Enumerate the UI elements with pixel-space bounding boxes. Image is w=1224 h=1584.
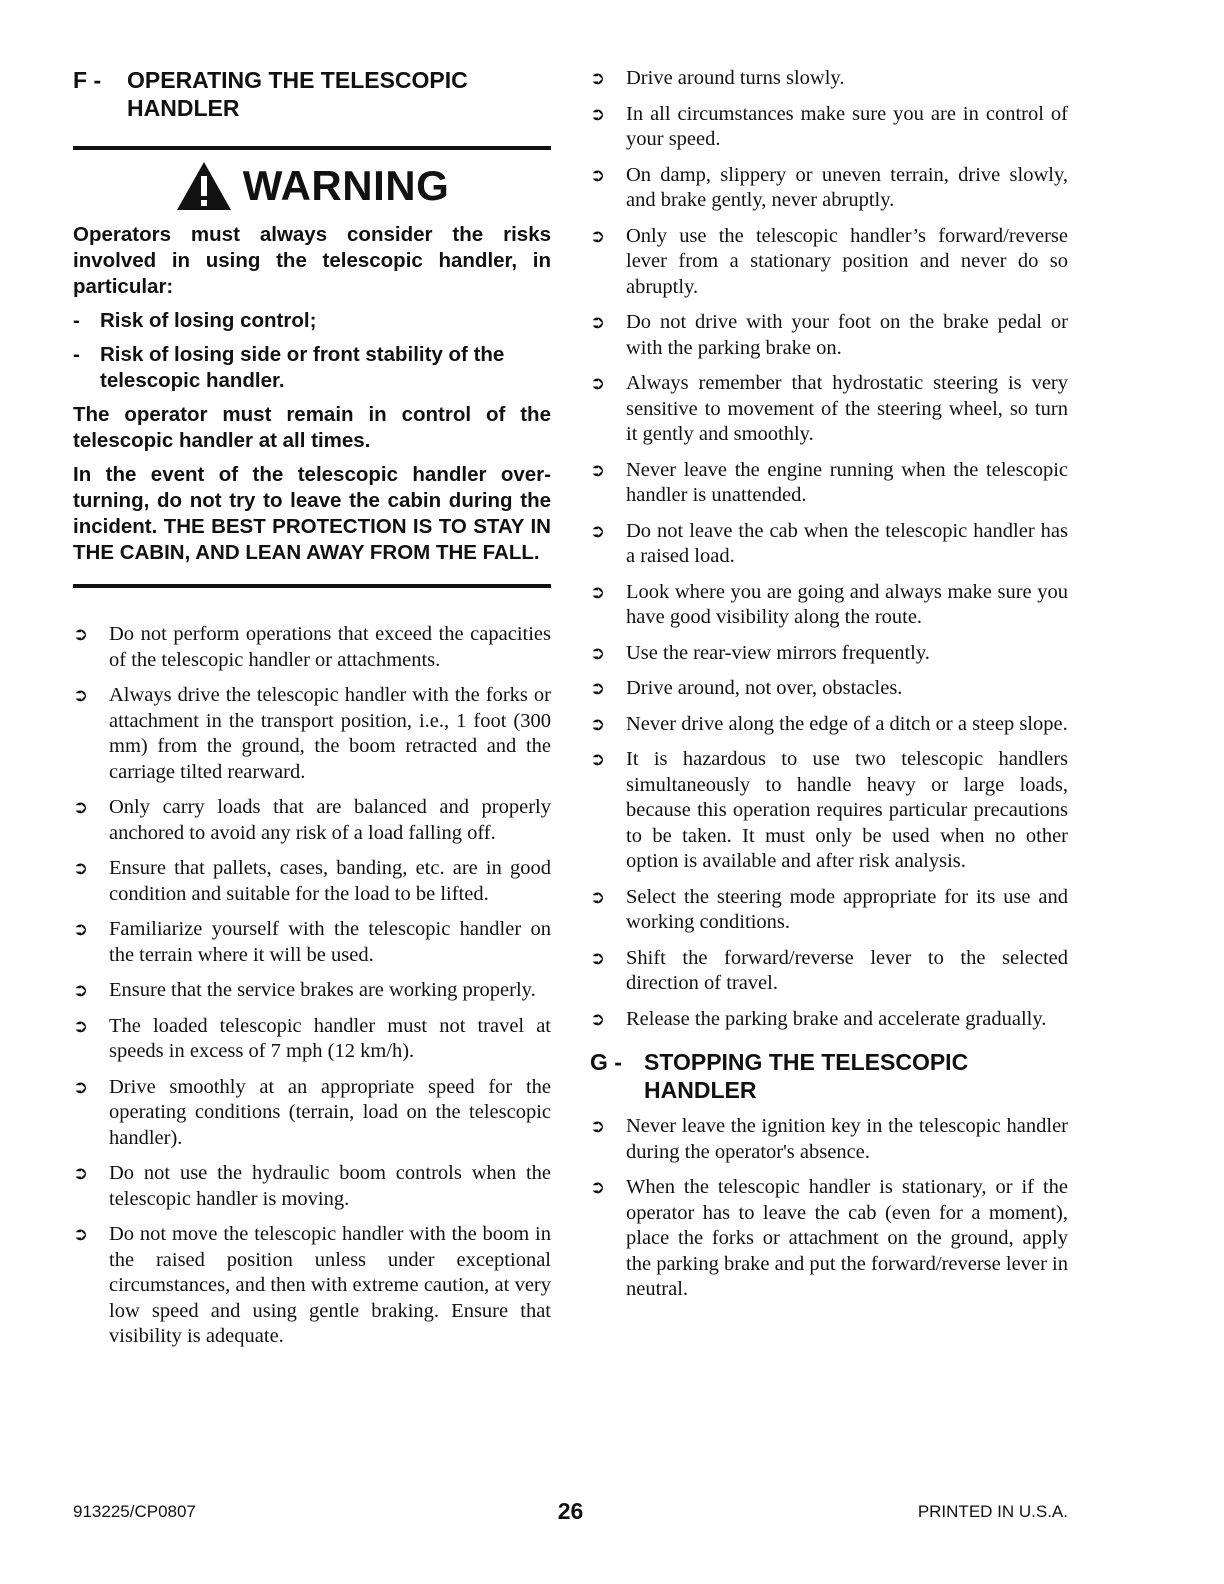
arrow-bullet-icon: ➲ bbox=[590, 1116, 606, 1137]
list-item: ➲ Never drive along the edge of a ditch or a steep slope. bbox=[590, 712, 1068, 738]
arrow-bullet-icon: ➲ bbox=[590, 1008, 606, 1030]
warning-risk-item: - Risk of losing side or front stability of the telescopic handler. bbox=[73, 342, 551, 394]
arrow-bullet-icon: ➲ bbox=[590, 164, 606, 186]
list-item: ➲ Ensure that the service brakes are working properly. bbox=[73, 978, 551, 1004]
warning-box bbox=[73, 146, 551, 588]
list-item: ➲ When the telescopic handler is stationary, or if the operator has to leave the cab (even for a moment), place the forks or attachment on the ground, apply the parking brake and put the forward/reverse lever in neutral. bbox=[590, 1175, 1068, 1303]
list-item: ➲ Do not drive with your foot on the brake pedal or with the parking brake on. bbox=[590, 310, 1068, 361]
arrow-bullet-icon: ➲ bbox=[590, 459, 606, 481]
arrow-bullet-icon: ➲ bbox=[73, 1224, 89, 1245]
arrow-bullet-icon: ➲ bbox=[73, 624, 89, 645]
arrow-bullet-icon: ➲ bbox=[590, 1177, 606, 1198]
arrow-bullet-icon: ➲ bbox=[590, 312, 606, 333]
warning-control: The operator must remain in control of the telescopic handler at all times. bbox=[73, 403, 551, 452]
list-item: ➲ It is hazardous to use two telescopic handlers simultaneously to handle heavy or large loads, because this operation requires particular precautions to be taken. It must only be used when no other option is available and after risk analysis. bbox=[590, 747, 1068, 875]
arrow-bullet-icon: ➲ bbox=[73, 858, 89, 879]
arrow-bullet-icon: ➲ bbox=[590, 642, 606, 664]
list-item: ➲ Only carry loads that are balanced and properly anchored to avoid any risk of a load falling off. bbox=[73, 795, 551, 846]
warning-risk-item: - Risk of losing control; bbox=[73, 308, 551, 334]
list-item: ➲ Look where you are going and always make sure you have good visibility along the route. bbox=[590, 580, 1068, 631]
arrow-bullet-icon: ➲ bbox=[590, 225, 606, 247]
arrow-bullet-icon: ➲ bbox=[590, 713, 606, 735]
list-item: ➲ In all circumstances make sure you are in control of your speed. bbox=[590, 102, 1068, 153]
warning-overturn: In the event of the telescopic handler over-turning, do not try to leave the cabin during the incident. THE BEST PROTECTION IS TO STAY IN THE CABIN, AND LEAN AWAY FROM THE FALL. bbox=[73, 463, 551, 564]
section-f-title: OPERATING THE TELESCOPIC HANDLER bbox=[127, 67, 468, 121]
list-item: ➲ Drive around, not over, obstacles. bbox=[590, 676, 1068, 702]
arrow-bullet-icon: ➲ bbox=[73, 1163, 89, 1184]
arrow-bullet-icon: ➲ bbox=[590, 373, 606, 394]
list-item: ➲ Use the rear-view mirrors frequently. bbox=[590, 641, 1068, 667]
page-footer bbox=[73, 1498, 1068, 1528]
arrow-bullet-icon: ➲ bbox=[73, 685, 89, 706]
warning-title: WARNING bbox=[242, 162, 450, 209]
list-item: ➲ Drive smoothly at an appropriate speed for the operating conditions (terrain, load on the telescopic handler). bbox=[73, 1075, 551, 1152]
arrow-bullet-icon: ➲ bbox=[590, 581, 606, 603]
section-f-heading bbox=[73, 66, 551, 122]
footer-printed: PRINTED IN U.S.A. bbox=[917, 1502, 1068, 1521]
list-item: ➲ Never leave the ignition key in the telescopic handler during the operator's absence. bbox=[590, 1114, 1068, 1165]
list-item: ➲ Ensure that pallets, cases, banding, etc. are in good condition and suitable for the load to be lifted. bbox=[73, 856, 551, 907]
section-g-letter: G - bbox=[590, 1049, 622, 1075]
section-f-letter: F - bbox=[73, 67, 102, 93]
right-bullet-list bbox=[590, 66, 1068, 1032]
list-item: ➲ Do not leave the cab when the telescopic handler has a raised load. bbox=[590, 519, 1068, 570]
list-item: ➲ Shift the forward/reverse lever to the selected direction of travel. bbox=[590, 946, 1068, 997]
list-item: ➲ Only use the telescopic handler’s forward/reverse lever from a stationary position and never do so abruptly. bbox=[590, 224, 1068, 301]
list-item: ➲ Do not perform operations that exceed the capacities of the telescopic handler or attachments. bbox=[73, 622, 551, 673]
section-g-heading bbox=[590, 1048, 1068, 1104]
arrow-bullet-icon: ➲ bbox=[590, 886, 606, 908]
warning-intro: Operators must always consider the risks involved in using the telescopic handler, in particular: bbox=[73, 223, 551, 298]
arrow-bullet-icon: ➲ bbox=[73, 919, 89, 940]
arrow-bullet-icon: ➲ bbox=[590, 520, 606, 542]
list-item: ➲ On damp, slippery or uneven terrain, drive slowly, and brake gently, never abruptly. bbox=[590, 163, 1068, 214]
warning-risk-text: Risk of losing side or front stability of the telescopic handler. bbox=[100, 343, 505, 392]
section-g-title: STOPPING THE TELESCOPIC HANDLER bbox=[644, 1049, 969, 1103]
warning-triangle-icon bbox=[175, 160, 233, 212]
list-item: ➲ Always drive the telescopic handler with the forks or attachment in the transport position, i.e., 1 foot (300 mm) from the ground, the boom retracted and the carriage tilted rearward. bbox=[73, 683, 551, 785]
stopping-bullet-list bbox=[590, 1114, 1068, 1303]
left-column bbox=[73, 66, 551, 1360]
list-item: ➲ Never leave the engine running when the telescopic handler is unattended. bbox=[590, 458, 1068, 509]
arrow-bullet-icon: ➲ bbox=[73, 1015, 89, 1037]
footer-page-number: 26 bbox=[557, 1498, 584, 1524]
right-column bbox=[590, 66, 1068, 1313]
arrow-bullet-icon: ➲ bbox=[590, 678, 606, 699]
warning-header bbox=[73, 156, 551, 216]
list-item: ➲ Release the parking brake and accelerate gradually. bbox=[590, 1007, 1068, 1033]
warning-risk-text: Risk of losing control; bbox=[100, 309, 317, 332]
list-item: ➲ Drive around turns slowly. bbox=[590, 66, 1068, 92]
arrow-bullet-icon: ➲ bbox=[590, 947, 606, 969]
list-item: ➲ Familiarize yourself with the telescopic handler on the terrain where it will be used. bbox=[73, 917, 551, 968]
arrow-bullet-icon: ➲ bbox=[590, 68, 606, 89]
arrow-bullet-icon: ➲ bbox=[73, 797, 89, 818]
list-item: ➲ Do not move the telescopic handler with the boom in the raised position unless under exceptional circumstances, and then with extreme caution, at very low speed and using gentle braking. Ensure that visibility is adequate. bbox=[73, 1222, 551, 1350]
arrow-bullet-icon: ➲ bbox=[590, 103, 606, 125]
list-item: ➲ Do not use the hydraulic boom controls when the telescopic handler is moving. bbox=[73, 1161, 551, 1212]
arrow-bullet-icon: ➲ bbox=[590, 749, 606, 770]
list-item: ➲ The loaded telescopic handler must not travel at speeds in excess of 7 mph (12 km/h). bbox=[73, 1014, 551, 1065]
arrow-bullet-icon: ➲ bbox=[73, 1076, 89, 1098]
footer-doc-id: 913225/CP0807 bbox=[73, 1502, 196, 1521]
list-item: ➲ Always remember that hydrostatic steering is very sensitive to movement of the steering wheel, so turn it gently and smoothly. bbox=[590, 371, 1068, 448]
left-bullet-list bbox=[73, 622, 551, 1350]
arrow-bullet-icon: ➲ bbox=[73, 980, 89, 1001]
list-item: ➲ Select the steering mode appropriate for its use and working conditions. bbox=[590, 885, 1068, 936]
